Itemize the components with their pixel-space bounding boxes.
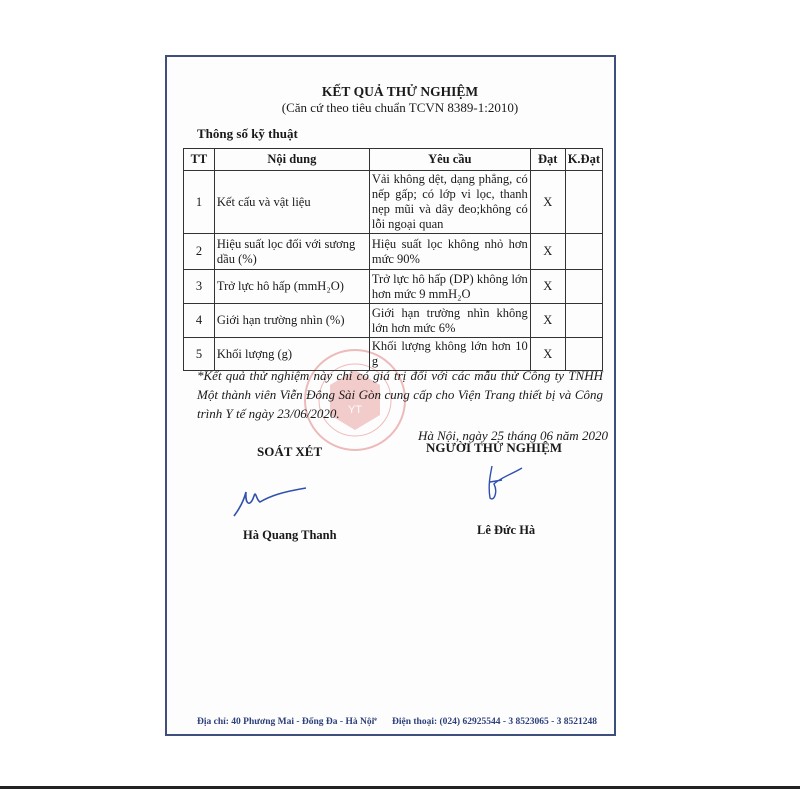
cell-fail	[565, 270, 602, 304]
tester-name: Lê Đức Hà	[477, 523, 536, 537]
header-tt: TT	[184, 149, 215, 171]
header-fail: K.Đạt	[565, 149, 602, 171]
cell-tt: 2	[184, 234, 215, 270]
cell-pass: X	[530, 171, 565, 234]
cell-content: Giới hạn trường nhìn (%)	[214, 304, 369, 338]
header-content: Nội dung	[214, 149, 369, 171]
footer-separator: *	[373, 716, 378, 726]
document-subtitle: (Căn cứ theo tiêu chuẩn TCVN 8389-1:2010)	[281, 100, 519, 115]
reviewer-role: SOÁT XÉT	[257, 444, 323, 459]
cell-tt: 3	[184, 270, 215, 304]
cell-fail	[565, 171, 602, 234]
tester-role: NGƯỜI THỬ NGHIỆM	[426, 440, 563, 455]
cell-pass: X	[530, 270, 565, 304]
cell-pass: X	[530, 338, 565, 371]
cell-requirement: Giới hạn trường nhìn không lớn hơn mức 6%	[369, 304, 530, 338]
section-title: Thông số kỹ thuật	[197, 126, 298, 141]
cell-tt: 4	[184, 304, 215, 338]
table-row	[184, 304, 603, 338]
cell-fail	[565, 234, 602, 270]
reviewer-name: Hà Quang Thanh	[243, 528, 337, 542]
cell-tt: 5	[184, 338, 215, 371]
table-header-row	[184, 149, 603, 171]
table-row	[184, 270, 603, 304]
cell-content: Hiệu suất lọc đối với sương dầu (%)	[214, 234, 369, 270]
cell-content: Khối lượng (g)	[214, 338, 369, 371]
cell-requirement: Khối lượng không lớn hơn 10 g	[369, 338, 530, 371]
svg-text:YT: YT	[347, 404, 363, 416]
validity-note: *Kết quả thử nghiệm này chỉ có giá trị đối với các mẫu thử Công ty TNHH Một thành viên Viễn Đông Sài Gòn cung cấp cho Viện Trang thiết bị và Công trình Y tế ngày 23/06/2020.	[197, 368, 603, 421]
document-title: KẾT QUẢ THỬ NGHIỆM	[321, 84, 479, 99]
date-line: Hà Nội, ngày 25 tháng 06 năm 2020	[418, 428, 608, 443]
cell-requirement: Trở lực hô hấp (DP) không lớn hơn mức 9 mmH₂O	[369, 270, 530, 304]
footer-phone: Điện thoại: (024) 62925544 - 3 8523065 - 3 8521248	[392, 717, 598, 727]
cell-requirement: Vải không dệt, dạng phẳng, có nếp gấp; có lớp vi lọc, thanh nẹp mũi và dây đeo;không có lỗi ngoại quan	[369, 171, 530, 234]
footer-address: Địa chỉ: 40 Phương Mai - Đống Đa - Hà Nội	[197, 717, 375, 727]
cell-content: Kết cấu và vật liệu	[214, 171, 369, 234]
table-row	[184, 171, 603, 234]
reviewer-signature	[230, 478, 310, 523]
results-table	[183, 148, 603, 371]
header-pass: Đạt	[530, 149, 565, 171]
table-row	[184, 234, 603, 270]
cell-pass: X	[530, 234, 565, 270]
cell-tt: 1	[184, 171, 215, 234]
header-requirement: Yêu cầu	[369, 149, 530, 171]
scan-edge	[0, 786, 800, 789]
cell-pass: X	[530, 304, 565, 338]
cell-requirement: Hiệu suất lọc không nhỏ hơn mức 90%	[369, 234, 530, 270]
tester-signature	[478, 462, 528, 512]
cell-fail	[565, 304, 602, 338]
cell-content: Trở lực hô hấp (mmH₂O)	[214, 270, 369, 304]
